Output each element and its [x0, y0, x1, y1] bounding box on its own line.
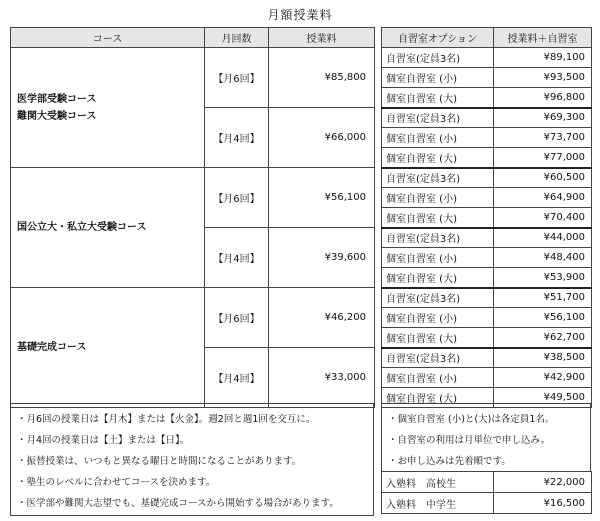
option-price-cell: ¥70,400	[494, 208, 592, 228]
option-name-cell: 個室自習室 (大)	[382, 88, 494, 108]
option-name-cell: 個室自習室 (小)	[382, 248, 494, 268]
option-name-cell: 自習室(定員3名)	[382, 228, 494, 248]
table-row	[382, 208, 592, 228]
option-price-cell: ¥42,900	[494, 368, 592, 388]
admission-label: 入塾料 高校生	[382, 472, 494, 493]
option-name-cell: 個室自習室 (大)	[382, 208, 494, 228]
table-row	[11, 288, 375, 348]
option-price-cell: ¥62,700	[494, 328, 592, 348]
table-row	[382, 308, 592, 328]
fee-cell: ¥39,600	[269, 228, 375, 288]
table-row	[382, 148, 592, 168]
option-price-cell: ¥51,700	[494, 288, 592, 308]
header-course: コース	[11, 28, 205, 48]
note-item: ・お申し込みは先着順です。	[388, 456, 511, 467]
option-price-cell: ¥93,500	[494, 68, 592, 88]
table-row	[11, 48, 375, 108]
option-name-cell: 個室自習室 (大)	[382, 328, 494, 348]
table-row	[382, 368, 592, 388]
table-row	[382, 228, 592, 248]
frequency-cell: 【月4回】	[205, 228, 269, 288]
note-item: ・塾生のレベルに合わせてコースを決めます。	[17, 477, 216, 488]
option-price-cell: ¥77,000	[494, 148, 592, 168]
option-name-cell: 個室自習室 (小)	[382, 68, 494, 88]
table-row	[382, 288, 592, 308]
option-price-cell: ¥49,500	[494, 388, 592, 408]
course-name-cell	[11, 168, 205, 288]
fee-cell: ¥46,200	[269, 288, 375, 348]
header-frequency: 月回数	[205, 28, 269, 48]
header-option: 自習室オプション	[382, 28, 494, 48]
frequency-cell: 【月4回】	[205, 348, 269, 408]
course-name-cell	[11, 48, 205, 168]
note-item: ・月4回の授業日は【土】または【日】。	[17, 435, 190, 446]
option-name-cell: 個室自習室 (小)	[382, 188, 494, 208]
option-name-cell: 個室自習室 (小)	[382, 308, 494, 328]
option-price-cell: ¥69,300	[494, 108, 592, 128]
table-row	[382, 248, 592, 268]
option-name-cell: 自習室(定員3名)	[382, 48, 494, 68]
table-row	[11, 168, 375, 228]
table-row	[382, 493, 592, 514]
tuition-table	[10, 27, 375, 408]
course-name-line: 医学部受験コース	[17, 93, 97, 105]
course-name-line: 基礎完成コース	[17, 342, 87, 353]
admission-label: 入塾料 中学生	[382, 493, 494, 514]
fee-cell: ¥56,100	[269, 168, 375, 228]
option-price-cell: ¥38,500	[494, 348, 592, 368]
table-row	[382, 128, 592, 148]
option-price-cell: ¥48,400	[494, 248, 592, 268]
option-name-cell: 個室自習室 (小)	[382, 368, 494, 388]
option-name-cell: 個室自習室 (大)	[382, 268, 494, 288]
note-item: ・月6回の授業日は【月木】または【火金】。週2回と週1回を交互に。	[17, 414, 316, 425]
page-title: 月額授業料	[267, 8, 333, 22]
table-row	[382, 88, 592, 108]
option-name-cell: 自習室(定員3名)	[382, 108, 494, 128]
frequency-cell: 【月6回】	[205, 48, 269, 108]
table-row	[382, 168, 592, 188]
frequency-cell: 【月6回】	[205, 168, 269, 228]
option-name-cell: 個室自習室 (小)	[382, 128, 494, 148]
course-name-line: 国公立大・私立大受験コース	[17, 222, 147, 233]
option-name-cell: 個室自習室 (大)	[382, 148, 494, 168]
course-name-cell	[11, 288, 205, 408]
notes-right	[381, 403, 591, 471]
table-row	[382, 328, 592, 348]
option-price-cell: ¥44,000	[494, 228, 592, 248]
table-row	[382, 108, 592, 128]
option-price-cell: ¥96,800	[494, 88, 592, 108]
admission-fee-table	[381, 471, 592, 514]
option-price-cell: ¥73,700	[494, 128, 592, 148]
table-row	[382, 348, 592, 368]
table-row	[382, 68, 592, 88]
notes-left	[10, 403, 374, 516]
note-item: ・振替授業は、いつもと異なる曜日と時間になることがあります。	[17, 456, 302, 467]
header-total: 授業料＋自習室	[494, 28, 592, 48]
option-price-cell: ¥56,100	[494, 308, 592, 328]
fee-cell: ¥85,800	[269, 48, 375, 108]
option-name-cell: 自習室(定員3名)	[382, 168, 494, 188]
table-row	[382, 268, 592, 288]
fee-cell: ¥66,000	[269, 108, 375, 168]
option-name-cell: 個室自習室 (大)	[382, 388, 494, 408]
header-fee: 授業料	[269, 28, 375, 48]
option-name-cell: 自習室(定員3名)	[382, 288, 494, 308]
frequency-cell: 【月4回】	[205, 108, 269, 168]
option-price-cell: ¥64,900	[494, 188, 592, 208]
fee-cell: ¥33,000	[269, 348, 375, 408]
note-item: ・個室自習室 (小)と(大)は各定員1名。	[388, 414, 555, 425]
study-room-option-table	[381, 27, 592, 408]
note-item: ・医学部や難関大志望でも、基礎完成コースから開始する場合があります。	[17, 498, 339, 509]
option-price-cell: ¥60,500	[494, 168, 592, 188]
frequency-cell: 【月6回】	[205, 288, 269, 348]
admission-price: ¥16,500	[494, 493, 592, 514]
course-name-line: 難関大受験コース	[17, 110, 97, 122]
table-row	[382, 472, 592, 493]
table-row	[382, 188, 592, 208]
option-name-cell: 自習室(定員3名)	[382, 348, 494, 368]
option-price-cell: ¥89,100	[494, 48, 592, 68]
note-item: ・自習室の利用は月単位で申し込み。	[388, 435, 551, 446]
admission-price: ¥22,000	[494, 472, 592, 493]
option-price-cell: ¥53,900	[494, 268, 592, 288]
table-row	[382, 48, 592, 68]
